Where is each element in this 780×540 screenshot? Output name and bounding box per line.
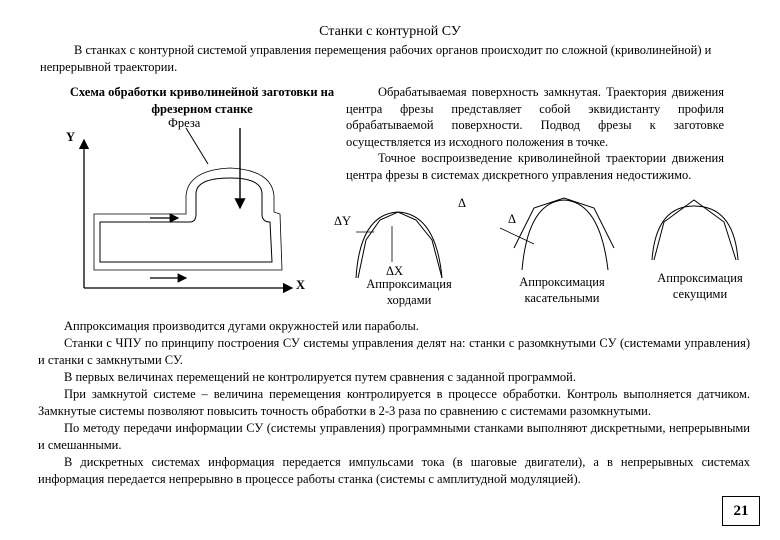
secant-polyline (654, 200, 736, 260)
delta-y-label: ΔY (334, 214, 352, 228)
axis-y-label: Y (66, 130, 76, 144)
bottom-paragraph: По методу передачи информации СУ (системы управления) программными станками выполняют дискретными, непрерывными и смешанными. (38, 421, 750, 452)
secant-arc (652, 206, 738, 260)
caption-secants: Аппроксимация секущими (657, 271, 743, 301)
workpiece-contour (100, 178, 272, 262)
right-description (346, 84, 724, 183)
cutter-leader (186, 128, 208, 164)
right-paragraph-2: Точное воспроизведение криволинейной траектории движения центра фрезы в системах дискретного управления недостижимо. (346, 151, 724, 182)
delta-symbol-1: Δ (458, 196, 467, 210)
bottom-text (38, 318, 750, 488)
delta-symbol-2: Δ (508, 212, 517, 226)
bottom-paragraph: При замкнутой системе – величина перемещения контролируется в процессе обработки. Контроль выполняется датчиком. Замкнутые системы позволяют повысить точность обработки в 2-3 раза по сравнению с системами разомкнутыми. (38, 387, 750, 418)
caption-tangents: Аппроксимация касательными (519, 275, 605, 305)
caption-chords: Аппроксимация хордами (366, 277, 452, 307)
bottom-paragraph: В первых величинах перемещений не контролируется путем сравнения с заданной программой. (64, 370, 576, 384)
bottom-paragraph: Аппроксимация производится дугами окружностей или параболы. (64, 319, 419, 333)
page-title: Станки с контурной СУ (319, 24, 461, 39)
bottom-paragraph: В дискретных системах информация передается импульсами тока (в шаговые двигатели), а в непрерывных системах информация передается непрерывно в процессе работы станка (системы с амплитудной модуляцией). (38, 455, 750, 486)
axis-x-label: X (296, 278, 306, 292)
page-number: 21 (722, 496, 760, 526)
tangent-polyline (514, 198, 614, 248)
right-paragraph-1: Обрабатываемая поверхность замкнутая. Траектория движения центра фрезы представляет собой эквидистанту профиля обрабатываемой поверхности. Подвод фрезы к заготовке осуществляется из исходного положения в точке. (346, 85, 724, 149)
delta-x-label: ΔX (386, 264, 404, 278)
cutter-path-equidistant (94, 168, 282, 270)
cutter-label: Фреза (168, 116, 201, 130)
scheme-caption: Схема обработки криволинейной заготовки на фрезерном станке (69, 85, 335, 116)
intro-paragraph: В станках с контурной системой управления перемещения рабочих органов происходит по сложной (криволинейной) и непрерывной траектории. (40, 43, 712, 74)
bottom-paragraph: Станки с ЧПУ по принципу построения СУ системы управления делят на: станки с разомкнутыми СУ (системами управления) и станки с замкнутыми СУ. (38, 336, 750, 367)
